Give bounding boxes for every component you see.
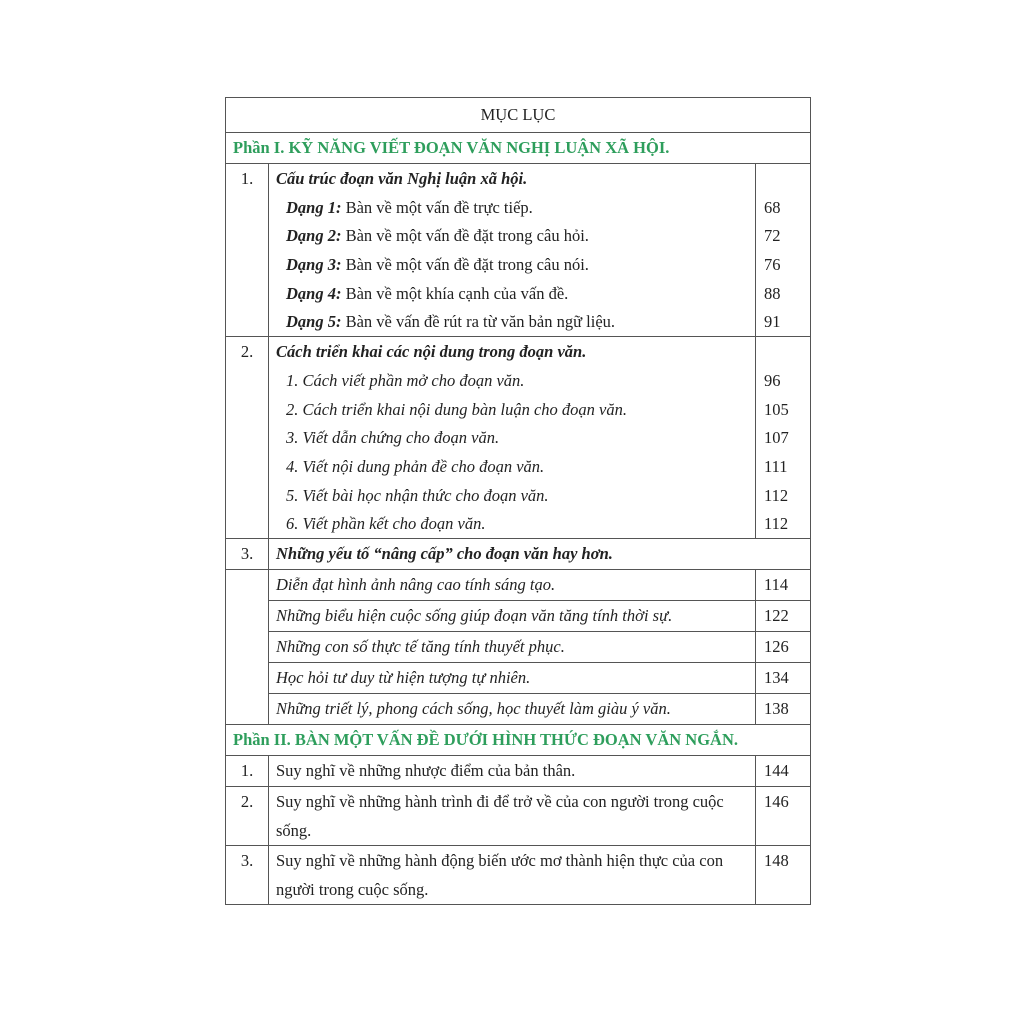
table-row	[226, 693, 811, 724]
table-row	[226, 845, 811, 904]
table-row	[226, 569, 811, 600]
page-number: 76	[764, 255, 781, 275]
page-number: 148	[756, 845, 811, 904]
page-number: 144	[756, 755, 811, 786]
page-number: 72	[764, 226, 781, 246]
table-row	[226, 662, 811, 693]
page-number: 112	[764, 485, 789, 505]
list-item: 2. Cách triển khai nội dung bàn luận cho đoạn văn.	[286, 399, 627, 419]
section-1-row	[226, 164, 811, 337]
part-1-row	[226, 133, 811, 164]
part-2-heading: Phần II. BÀN MỘT VẤN ĐỀ DƯỚI HÌNH THỨC ĐOẠN VĂN NGẮN.	[226, 724, 811, 755]
table-row	[226, 631, 811, 662]
list-item: 3. Viết dẫn chứng cho đoạn văn.	[286, 428, 500, 448]
list-item: Suy nghĩ về những hành trình đi để trở về của con người trong cuộc sống.	[269, 786, 756, 845]
page-number: 91	[764, 312, 781, 332]
list-item: Dạng 1: Bàn về một vấn đề trực tiếp.	[286, 197, 533, 217]
item-number: 3.	[226, 845, 269, 904]
section-3-blank-cell	[226, 569, 269, 724]
list-item: Suy nghĩ về những hành động biến ước mơ thành hiện thực của con người trong cuộc sống.	[269, 845, 756, 904]
page-number: 134	[756, 662, 811, 693]
toc-header-row	[226, 98, 811, 133]
page-number: 88	[764, 283, 781, 303]
section-2-number: 2.	[226, 337, 269, 539]
page-number: 105	[764, 399, 789, 419]
page-number: 111	[764, 456, 788, 476]
section-3-number: 3.	[226, 538, 269, 569]
list-item: Dạng 3: Bàn về một vấn đề đặt trong câu nói.	[286, 255, 589, 275]
page-number: 107	[764, 428, 789, 448]
table-of-contents	[225, 97, 811, 905]
list-item: Dạng 4: Bàn về một khía cạnh của vấn đề.	[286, 283, 569, 303]
section-1-content	[269, 164, 756, 337]
section-2-pages	[756, 337, 811, 539]
page-number: 96	[764, 370, 781, 390]
list-item: Dạng 5: Bàn về vấn đề rút ra từ văn bản ngữ liệu.	[286, 312, 616, 332]
page-number: 138	[756, 693, 811, 724]
list-item: 1. Cách viết phần mở cho đoạn văn.	[286, 370, 525, 390]
section-3-row	[226, 538, 811, 569]
table-row	[226, 755, 811, 786]
list-item: Học hỏi tư duy từ hiện tượng tự nhiên.	[269, 662, 756, 693]
section-1-pages	[756, 164, 811, 337]
list-item: 6. Viết phần kết cho đoạn văn.	[286, 514, 486, 534]
list-item: 5. Viết bài học nhận thức cho đoạn văn.	[286, 485, 549, 505]
list-item: Những con số thực tế tăng tính thuyết phục.	[269, 631, 756, 662]
page-number: 122	[756, 600, 811, 631]
page-number: 112	[764, 514, 789, 534]
list-item: Diễn đạt hình ảnh nâng cao tính sáng tạo.	[269, 569, 756, 600]
item-number: 1.	[226, 755, 269, 786]
section-1-title: Cấu trúc đoạn văn Nghị luận xã hội.	[276, 169, 528, 188]
section-1-number: 1.	[226, 164, 269, 337]
toc-title: MỤC LỤC	[226, 98, 811, 133]
section-2-content	[269, 337, 756, 539]
page-number: 114	[756, 569, 811, 600]
table-row	[226, 600, 811, 631]
part-2-row	[226, 724, 811, 755]
item-number: 2.	[226, 786, 269, 845]
list-item: Những triết lý, phong cách sống, học thuyết làm giàu ý văn.	[269, 693, 756, 724]
section-2-title: Cách triển khai các nội dung trong đoạn văn.	[276, 342, 587, 362]
list-item: Những biểu hiện cuộc sống giúp đoạn văn tăng tính thời sự.	[269, 600, 756, 631]
list-item: 4. Viết nội dung phản đề cho đoạn văn.	[286, 456, 545, 476]
table-row	[226, 786, 811, 845]
page-number: 68	[764, 197, 781, 217]
list-item: Suy nghĩ về những nhược điểm của bản thân.	[269, 755, 756, 786]
section-2-row	[226, 337, 811, 539]
page-number: 126	[756, 631, 811, 662]
part-1-heading: Phần I. KỸ NĂNG VIẾT ĐOẠN VĂN NGHỊ LUẬN XÃ HỘI.	[226, 133, 811, 164]
section-3-title: Những yếu tố “nâng cấp” cho đoạn văn hay hơn.	[269, 538, 811, 569]
list-item: Dạng 2: Bàn về một vấn đề đặt trong câu hỏi.	[286, 226, 589, 246]
page-number: 146	[756, 786, 811, 845]
